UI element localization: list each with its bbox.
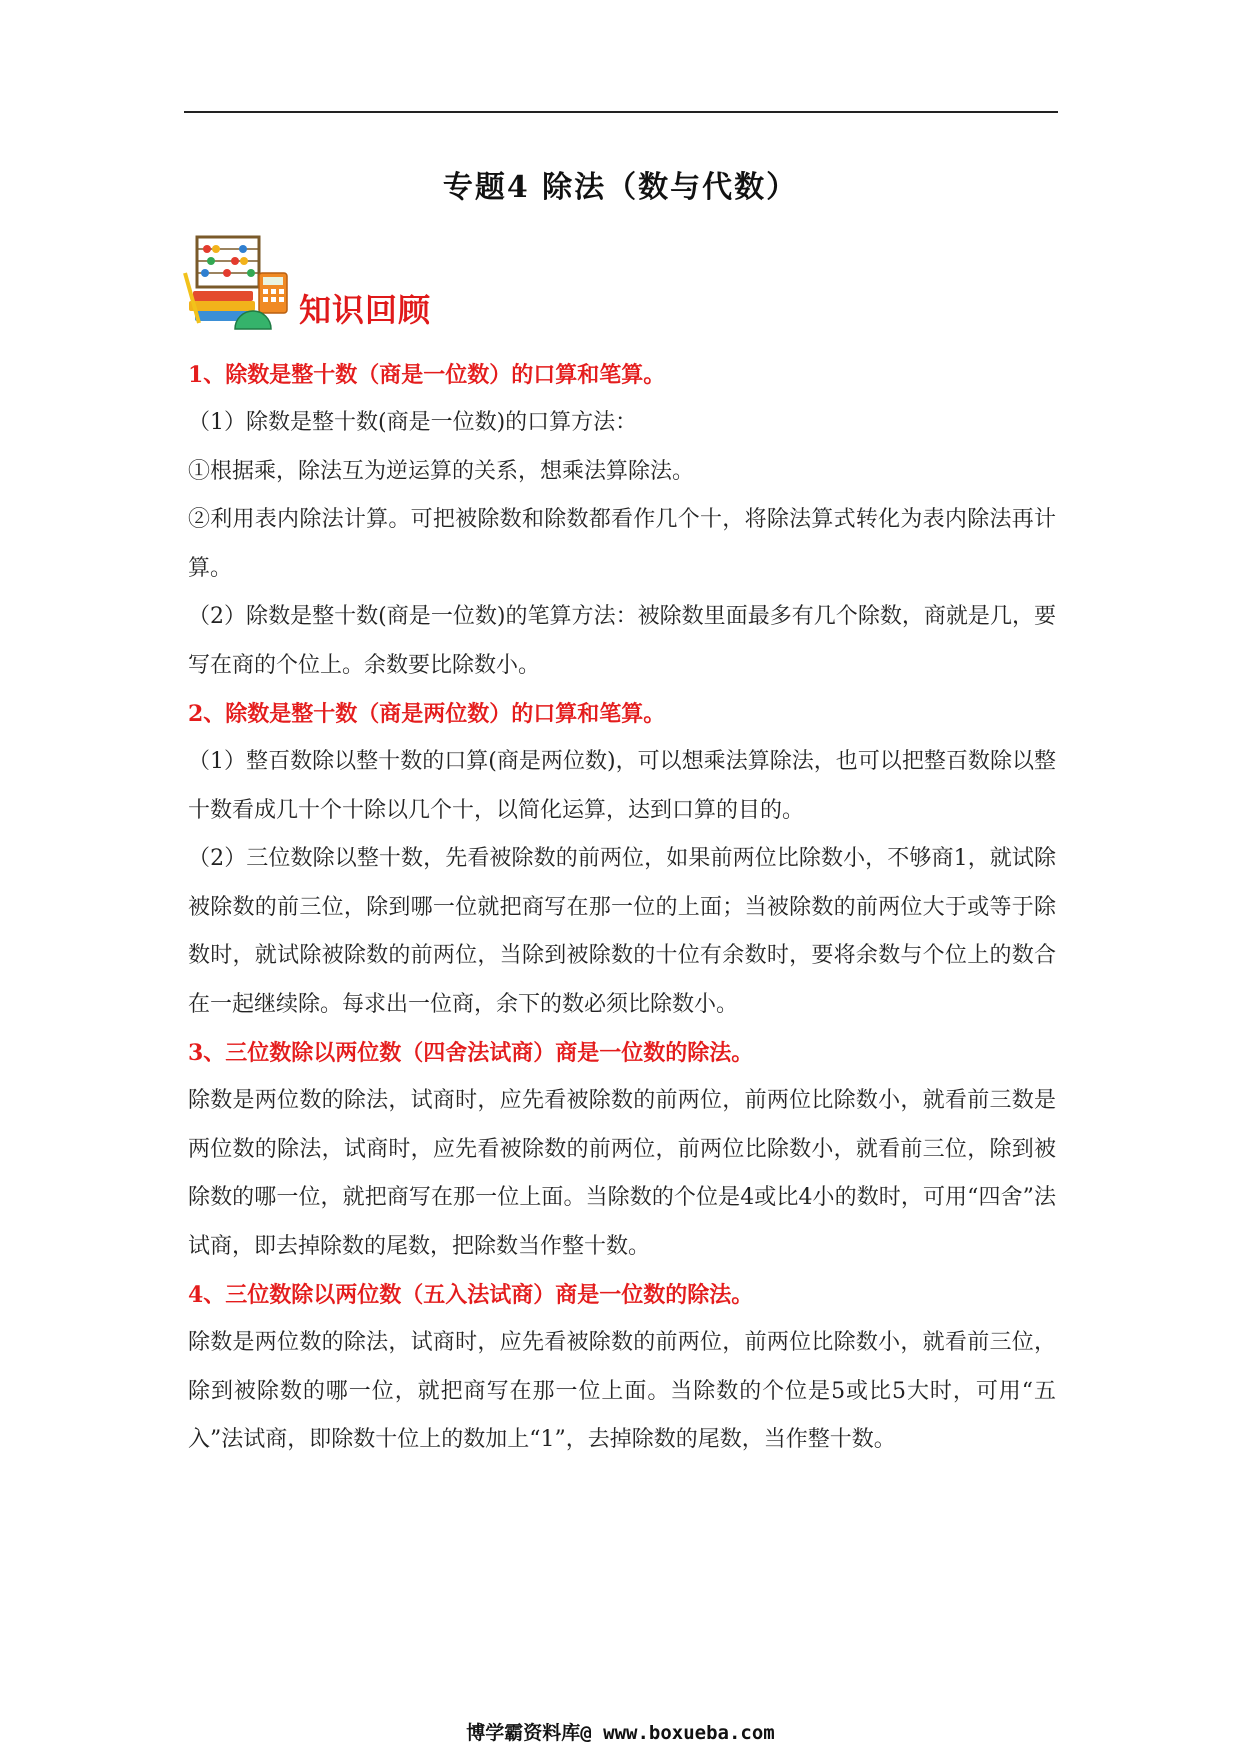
paragraph: 除数是两位数的除法，试商时，应先看被除数的前两位，前两位比除数小，就看前三位，除到被除数的哪一位，就把商写在那一位上面。当除数的个位是5或比5大时，可用“五入”法试商，即除数十位上的数加上“1”，去掉除数的尾数，当作整十数。: [188, 1330, 1056, 1452]
paragraph: （2）三位数除以整十数，先看被除数的前两位，如果前两位比除数小，不够商1，就试除被除数的前三位，除到哪一位就把商写在那一位的上面；当被除数的前两位大于或等于除数时，就试除被除数的前两位，当除到被除数的十位有余数时，要将余数与个位上的数合在一起继续除。每求出一位商，余下的数必须比除数小。: [188, 846, 1056, 1017]
section-heading: 4、三位数除以两位数（五入法试商）商是一位数的除法。: [188, 1282, 754, 1308]
paragraph: （2）除数是整十数(商是一位数)的笔算方法：被除数里面最多有几个除数，商就是几，要写在商的个位上。余数要比除数小。: [188, 604, 1056, 678]
footer-source: 博学霸资料库@ www.boxueba.com: [466, 1722, 775, 1744]
page-title: 专题4 除法（数与代数）: [442, 170, 799, 205]
section-banner: [183, 233, 483, 333]
section-heading: 2、除数是整十数（商是两位数）的口算和笔算。: [188, 701, 666, 727]
section-heading: 1、除数是整十数（商是一位数）的口算和笔算。: [188, 362, 666, 388]
document-body: [188, 351, 1056, 1465]
section-label: 知识回顾: [299, 291, 432, 329]
paragraph: ②利用表内除法计算。可把被除数和除数都看作几个十，将除法算式转化为表内除法再计算。: [188, 507, 1056, 581]
paragraph: ①根据乘，除法互为逆运算的关系，想乘法算除法。: [188, 458, 695, 484]
paragraph: （1）整百数除以整十数的口算(商是两位数)，可以想乘法算除法，也可以把整百数除以整十数看成几十个十除以几个十，以简化运算，达到口算的目的。: [188, 749, 1056, 823]
paragraph: （1）除数是整十数(商是一位数)的口算方法：: [188, 410, 638, 435]
paragraph: 除数是两位数的除法，试商时，应先看被除数的前两位，前两位比除数小，就看前三数是两位数的除法，试商时，应先看被除数的前两位，前两位比除数小，就看前三位，除到被除数的哪一位，就把商写在那一位上面。当除数的个位是4或比4小的数时，可用“四舍”法试商，即去掉除数的尾数，把除数当作整十数。: [188, 1088, 1056, 1259]
header-rule: [184, 111, 1058, 113]
section-heading: 3、三位数除以两位数（四舍法试商）商是一位数的除法。: [188, 1040, 754, 1066]
abacus-books-calculator-icon: [183, 233, 293, 331]
